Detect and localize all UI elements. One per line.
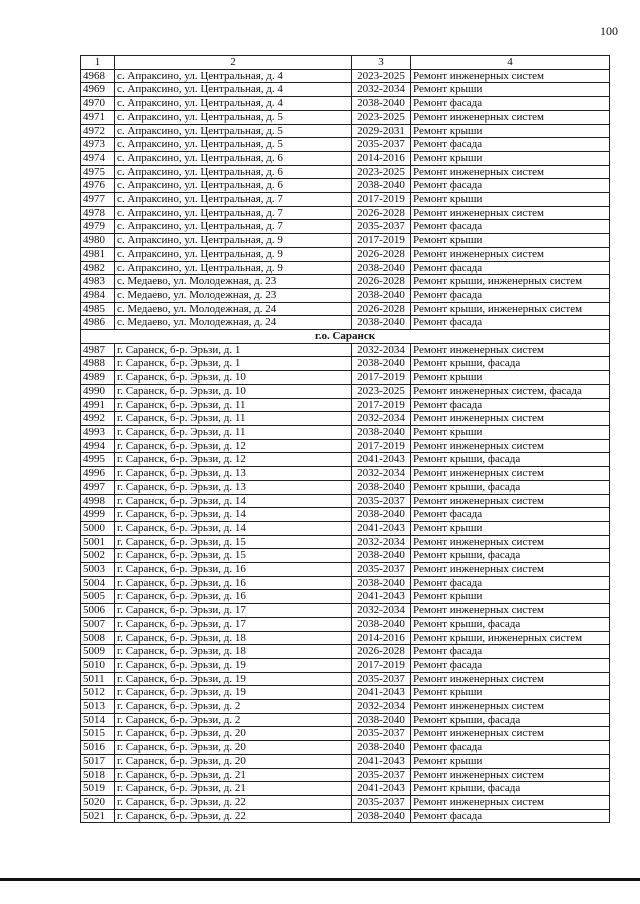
row-period: 2026-2028 (352, 247, 411, 261)
row-number: 4997 (81, 480, 115, 494)
row-work-type: Ремонт крыши, фасада (411, 480, 610, 494)
row-number: 4986 (81, 316, 115, 330)
row-period: 2035-2037 (352, 494, 411, 508)
row-number: 5007 (81, 617, 115, 631)
row-number: 4978 (81, 206, 115, 220)
table-row (81, 453, 610, 467)
registry-table (80, 55, 610, 823)
row-number: 5008 (81, 631, 115, 645)
row-period: 2032-2034 (352, 343, 411, 357)
registry-body (81, 56, 610, 823)
row-period: 2035-2037 (352, 220, 411, 234)
row-address: г. Саранск, б-р. Эрьзи, д. 12 (115, 453, 352, 467)
row-work-type: Ремонт крыши (411, 425, 610, 439)
row-period: 2014-2016 (352, 151, 411, 165)
table-row (81, 645, 610, 659)
row-number: 4996 (81, 467, 115, 481)
row-period: 2038-2040 (352, 425, 411, 439)
row-number: 4977 (81, 193, 115, 207)
table-row (81, 617, 610, 631)
row-number: 4975 (81, 165, 115, 179)
row-work-type: Ремонт фасада (411, 398, 610, 412)
table-row (81, 234, 610, 248)
row-work-type: Ремонт крыши, фасада (411, 357, 610, 371)
table-row (81, 563, 610, 577)
row-period: 2038-2040 (352, 809, 411, 823)
row-period: 2041-2043 (352, 521, 411, 535)
row-period: 2041-2043 (352, 590, 411, 604)
row-period: 2017-2019 (352, 439, 411, 453)
row-work-type: Ремонт фасада (411, 316, 610, 330)
row-period: 2032-2034 (352, 412, 411, 426)
row-period: 2032-2034 (352, 467, 411, 481)
row-number: 5000 (81, 521, 115, 535)
row-address: г. Саранск, б-р. Эрьзи, д. 13 (115, 467, 352, 481)
column-number-row (81, 56, 610, 70)
table-row (81, 727, 610, 741)
row-address: г. Саранск, б-р. Эрьзи, д. 13 (115, 480, 352, 494)
row-period: 2035-2037 (352, 672, 411, 686)
row-number: 4995 (81, 453, 115, 467)
row-period: 2026-2028 (352, 645, 411, 659)
row-address: г. Саранск, б-р. Эрьзи, д. 16 (115, 563, 352, 577)
row-work-type: Ремонт фасада (411, 658, 610, 672)
row-work-type: Ремонт инженерных систем (411, 563, 610, 577)
row-address: с. Медаево, ул. Молодежная, д. 24 (115, 316, 352, 330)
table-row (81, 508, 610, 522)
table-row (81, 384, 610, 398)
row-address: г. Саранск, б-р. Эрьзи, д. 21 (115, 782, 352, 796)
row-address: с. Апраксино, ул. Центральная, д. 7 (115, 206, 352, 220)
row-number: 4988 (81, 357, 115, 371)
row-address: г. Саранск, б-р. Эрьзи, д. 10 (115, 384, 352, 398)
table-row (81, 494, 610, 508)
row-address: г. Саранск, б-р. Эрьзи, д. 10 (115, 371, 352, 385)
row-work-type: Ремонт крыши (411, 124, 610, 138)
row-number: 4980 (81, 234, 115, 248)
row-number: 4974 (81, 151, 115, 165)
column-header: 4 (411, 56, 610, 70)
row-number: 5004 (81, 576, 115, 590)
table-row (81, 138, 610, 152)
row-number: 4979 (81, 220, 115, 234)
row-work-type: Ремонт крыши (411, 754, 610, 768)
row-address: г. Саранск, б-р. Эрьзи, д. 15 (115, 535, 352, 549)
row-period: 2032-2034 (352, 83, 411, 97)
row-work-type: Ремонт инженерных систем (411, 165, 610, 179)
table-row (81, 658, 610, 672)
row-number: 4973 (81, 138, 115, 152)
row-work-type: Ремонт крыши (411, 371, 610, 385)
row-number: 5003 (81, 563, 115, 577)
row-period: 2035-2037 (352, 768, 411, 782)
row-period: 2038-2040 (352, 179, 411, 193)
row-number: 4993 (81, 425, 115, 439)
row-work-type: Ремонт фасада (411, 261, 610, 275)
row-period: 2026-2028 (352, 206, 411, 220)
row-number: 4994 (81, 439, 115, 453)
table-row (81, 83, 610, 97)
table-row (81, 206, 610, 220)
row-address: с. Апраксино, ул. Центральная, д. 9 (115, 247, 352, 261)
row-number: 4972 (81, 124, 115, 138)
row-work-type: Ремонт фасада (411, 138, 610, 152)
table-row (81, 439, 610, 453)
row-period: 2038-2040 (352, 617, 411, 631)
row-period: 2038-2040 (352, 97, 411, 111)
row-work-type: Ремонт инженерных систем (411, 727, 610, 741)
row-work-type: Ремонт инженерных систем (411, 768, 610, 782)
row-period: 2041-2043 (352, 754, 411, 768)
row-work-type: Ремонт инженерных систем (411, 110, 610, 124)
row-work-type: Ремонт инженерных систем, фасада (411, 384, 610, 398)
table-row (81, 631, 610, 645)
table-row (81, 412, 610, 426)
row-period: 2023-2025 (352, 110, 411, 124)
row-address: г. Саранск, б-р. Эрьзи, д. 20 (115, 741, 352, 755)
row-period: 2023-2025 (352, 69, 411, 83)
row-work-type: Ремонт инженерных систем (411, 439, 610, 453)
table-row (81, 343, 610, 357)
table-row (81, 535, 610, 549)
row-address: г. Саранск, б-р. Эрьзи, д. 11 (115, 425, 352, 439)
row-period: 2014-2016 (352, 631, 411, 645)
row-number: 5020 (81, 795, 115, 809)
row-work-type: Ремонт инженерных систем (411, 700, 610, 714)
row-address: г. Саранск, б-р. Эрьзи, д. 12 (115, 439, 352, 453)
row-period: 2017-2019 (352, 193, 411, 207)
row-address: с. Апраксино, ул. Центральная, д. 7 (115, 193, 352, 207)
row-period: 2038-2040 (352, 288, 411, 302)
row-number: 5002 (81, 549, 115, 563)
row-work-type: Ремонт инженерных систем (411, 672, 610, 686)
table-row (81, 604, 610, 618)
row-address: г. Саранск, б-р. Эрьзи, д. 14 (115, 521, 352, 535)
row-period: 2035-2037 (352, 138, 411, 152)
table-row (81, 782, 610, 796)
row-period: 2041-2043 (352, 453, 411, 467)
row-number: 5014 (81, 713, 115, 727)
row-work-type: Ремонт крыши (411, 590, 610, 604)
table-row (81, 480, 610, 494)
row-work-type: Ремонт крыши, фасада (411, 782, 610, 796)
table-row (81, 549, 610, 563)
row-address: с. Апраксино, ул. Центральная, д. 6 (115, 179, 352, 193)
table-row (81, 521, 610, 535)
row-number: 5013 (81, 700, 115, 714)
row-address: г. Саранск, б-р. Эрьзи, д. 17 (115, 604, 352, 618)
row-period: 2038-2040 (352, 261, 411, 275)
row-address: с. Медаево, ул. Молодежная, д. 23 (115, 288, 352, 302)
row-number: 4992 (81, 412, 115, 426)
row-number: 4976 (81, 179, 115, 193)
row-number: 5021 (81, 809, 115, 823)
row-address: г. Саранск, б-р. Эрьзи, д. 19 (115, 686, 352, 700)
section-title: г.о. Саранск (81, 330, 610, 344)
row-period: 2029-2031 (352, 124, 411, 138)
table-row (81, 69, 610, 83)
table-row (81, 590, 610, 604)
row-period: 2032-2034 (352, 604, 411, 618)
row-address: г. Саранск, б-р. Эрьзи, д. 17 (115, 617, 352, 631)
row-period: 2038-2040 (352, 480, 411, 494)
row-work-type: Ремонт инженерных систем (411, 247, 610, 261)
table-row (81, 686, 610, 700)
row-address: с. Апраксино, ул. Центральная, д. 9 (115, 261, 352, 275)
table-row (81, 425, 610, 439)
row-address: г. Саранск, б-р. Эрьзи, д. 18 (115, 631, 352, 645)
table-row (81, 110, 610, 124)
row-period: 2038-2040 (352, 549, 411, 563)
row-address: с. Апраксино, ул. Центральная, д. 4 (115, 83, 352, 97)
row-number: 5017 (81, 754, 115, 768)
row-address: г. Саранск, б-р. Эрьзи, д. 11 (115, 398, 352, 412)
row-address: г. Саранск, б-р. Эрьзи, д. 22 (115, 809, 352, 823)
row-address: г. Саранск, б-р. Эрьзи, д. 1 (115, 357, 352, 371)
table-row (81, 220, 610, 234)
row-address: с. Медаево, ул. Молодежная, д. 24 (115, 302, 352, 316)
row-number: 4971 (81, 110, 115, 124)
table-row (81, 357, 610, 371)
row-number: 4990 (81, 384, 115, 398)
row-address: г. Саранск, б-р. Эрьзи, д. 19 (115, 658, 352, 672)
row-number: 4987 (81, 343, 115, 357)
table-row (81, 809, 610, 823)
row-period: 2038-2040 (352, 741, 411, 755)
row-work-type: Ремонт фасада (411, 809, 610, 823)
row-period: 2017-2019 (352, 658, 411, 672)
row-address: г. Саранск, б-р. Эрьзи, д. 20 (115, 754, 352, 768)
row-number: 5011 (81, 672, 115, 686)
row-work-type: Ремонт инженерных систем (411, 412, 610, 426)
table-row (81, 398, 610, 412)
row-address: г. Саранск, б-р. Эрьзи, д. 18 (115, 645, 352, 659)
table-row (81, 576, 610, 590)
row-address: с. Апраксино, ул. Центральная, д. 9 (115, 234, 352, 248)
row-work-type: Ремонт фасада (411, 508, 610, 522)
row-number: 4998 (81, 494, 115, 508)
row-work-type: Ремонт крыши (411, 234, 610, 248)
row-period: 2017-2019 (352, 234, 411, 248)
row-number: 4969 (81, 83, 115, 97)
row-period: 2026-2028 (352, 302, 411, 316)
row-period: 2035-2037 (352, 563, 411, 577)
row-address: с. Апраксино, ул. Центральная, д. 7 (115, 220, 352, 234)
column-header: 2 (115, 56, 352, 70)
table-row (81, 261, 610, 275)
row-work-type: Ремонт крыши, инженерных систем (411, 302, 610, 316)
row-address: г. Саранск, б-р. Эрьзи, д. 16 (115, 576, 352, 590)
row-number: 4984 (81, 288, 115, 302)
row-period: 2035-2037 (352, 795, 411, 809)
row-work-type: Ремонт инженерных систем (411, 494, 610, 508)
row-work-type: Ремонт крыши (411, 193, 610, 207)
row-work-type: Ремонт крыши (411, 151, 610, 165)
row-address: г. Саранск, б-р. Эрьзи, д. 14 (115, 494, 352, 508)
row-address: с. Апраксино, ул. Центральная, д. 6 (115, 151, 352, 165)
table-row (81, 371, 610, 385)
row-work-type: Ремонт инженерных систем (411, 343, 610, 357)
row-number: 4968 (81, 69, 115, 83)
row-number: 5006 (81, 604, 115, 618)
row-number: 4985 (81, 302, 115, 316)
row-number: 4981 (81, 247, 115, 261)
row-address: с. Медаево, ул. Молодежная, д. 23 (115, 275, 352, 289)
row-number: 4970 (81, 97, 115, 111)
row-number: 5005 (81, 590, 115, 604)
row-number: 5009 (81, 645, 115, 659)
row-address: г. Саранск, б-р. Эрьзи, д. 2 (115, 713, 352, 727)
table-row (81, 247, 610, 261)
page-bottom-rule (0, 878, 640, 881)
row-work-type: Ремонт фасада (411, 97, 610, 111)
row-work-type: Ремонт инженерных систем (411, 467, 610, 481)
table-row (81, 288, 610, 302)
row-period: 2032-2034 (352, 535, 411, 549)
row-work-type: Ремонт инженерных систем (411, 69, 610, 83)
row-address: г. Саранск, б-р. Эрьзи, д. 16 (115, 590, 352, 604)
row-address: г. Саранск, б-р. Эрьзи, д. 21 (115, 768, 352, 782)
row-work-type: Ремонт крыши (411, 686, 610, 700)
row-work-type: Ремонт крыши (411, 521, 610, 535)
row-work-type: Ремонт фасада (411, 645, 610, 659)
row-address: с. Апраксино, ул. Центральная, д. 5 (115, 110, 352, 124)
row-address: г. Саранск, б-р. Эрьзи, д. 14 (115, 508, 352, 522)
row-address: с. Апраксино, ул. Центральная, д. 5 (115, 124, 352, 138)
row-number: 4982 (81, 261, 115, 275)
row-period: 2023-2025 (352, 165, 411, 179)
row-work-type: Ремонт фасада (411, 179, 610, 193)
row-work-type: Ремонт крыши, фасада (411, 713, 610, 727)
row-address: г. Саранск, б-р. Эрьзи, д. 20 (115, 727, 352, 741)
row-address: с. Апраксино, ул. Центральная, д. 6 (115, 165, 352, 179)
row-period: 2035-2037 (352, 727, 411, 741)
row-period: 2017-2019 (352, 398, 411, 412)
table-row (81, 768, 610, 782)
table-row (81, 275, 610, 289)
table-row (81, 316, 610, 330)
row-number: 5015 (81, 727, 115, 741)
row-work-type: Ремонт крыши, инженерных систем (411, 631, 610, 645)
row-work-type: Ремонт фасада (411, 576, 610, 590)
row-address: г. Саранск, б-р. Эрьзи, д. 19 (115, 672, 352, 686)
table-row (81, 741, 610, 755)
row-work-type: Ремонт фасада (411, 220, 610, 234)
row-number: 5012 (81, 686, 115, 700)
row-address: с. Апраксино, ул. Центральная, д. 4 (115, 69, 352, 83)
row-work-type: Ремонт инженерных систем (411, 795, 610, 809)
row-number: 4983 (81, 275, 115, 289)
row-address: г. Саранск, б-р. Эрьзи, д. 22 (115, 795, 352, 809)
row-period: 2038-2040 (352, 713, 411, 727)
row-address: с. Апраксино, ул. Центральная, д. 5 (115, 138, 352, 152)
table-row (81, 193, 610, 207)
row-period: 2041-2043 (352, 686, 411, 700)
table-row (81, 302, 610, 316)
row-period: 2032-2034 (352, 700, 411, 714)
row-period: 2023-2025 (352, 384, 411, 398)
section-header-row (81, 330, 610, 344)
row-address: г. Саранск, б-р. Эрьзи, д. 11 (115, 412, 352, 426)
row-number: 5018 (81, 768, 115, 782)
row-number: 4989 (81, 371, 115, 385)
column-header: 1 (81, 56, 115, 70)
table-row (81, 179, 610, 193)
table-row (81, 754, 610, 768)
table-row (81, 713, 610, 727)
row-work-type: Ремонт инженерных систем (411, 535, 610, 549)
row-work-type: Ремонт фасада (411, 288, 610, 302)
row-work-type: Ремонт инженерных систем (411, 206, 610, 220)
row-period: 2038-2040 (352, 576, 411, 590)
row-work-type: Ремонт крыши, фасада (411, 617, 610, 631)
row-number: 5019 (81, 782, 115, 796)
row-number: 4999 (81, 508, 115, 522)
table-row (81, 467, 610, 481)
row-work-type: Ремонт фасада (411, 741, 610, 755)
row-work-type: Ремонт крыши (411, 83, 610, 97)
table-row (81, 700, 610, 714)
row-work-type: Ремонт крыши, инженерных систем (411, 275, 610, 289)
row-period: 2017-2019 (352, 371, 411, 385)
table-row (81, 151, 610, 165)
row-period: 2026-2028 (352, 275, 411, 289)
table-row (81, 795, 610, 809)
row-period: 2038-2040 (352, 316, 411, 330)
table-row (81, 97, 610, 111)
table-row (81, 672, 610, 686)
row-number: 5010 (81, 658, 115, 672)
row-address: г. Саранск, б-р. Эрьзи, д. 15 (115, 549, 352, 563)
row-address: г. Саранск, б-р. Эрьзи, д. 2 (115, 700, 352, 714)
row-period: 2041-2043 (352, 782, 411, 796)
row-number: 5001 (81, 535, 115, 549)
column-header: 3 (352, 56, 411, 70)
row-period: 2038-2040 (352, 508, 411, 522)
row-address: с. Апраксино, ул. Центральная, д. 4 (115, 97, 352, 111)
row-number: 5016 (81, 741, 115, 755)
row-number: 4991 (81, 398, 115, 412)
page-number: 100 (600, 24, 618, 38)
table-row (81, 124, 610, 138)
row-address: г. Саранск, б-р. Эрьзи, д. 1 (115, 343, 352, 357)
row-period: 2038-2040 (352, 357, 411, 371)
row-work-type: Ремонт инженерных систем (411, 604, 610, 618)
row-work-type: Ремонт крыши, фасада (411, 453, 610, 467)
table-row (81, 165, 610, 179)
row-work-type: Ремонт крыши, фасада (411, 549, 610, 563)
